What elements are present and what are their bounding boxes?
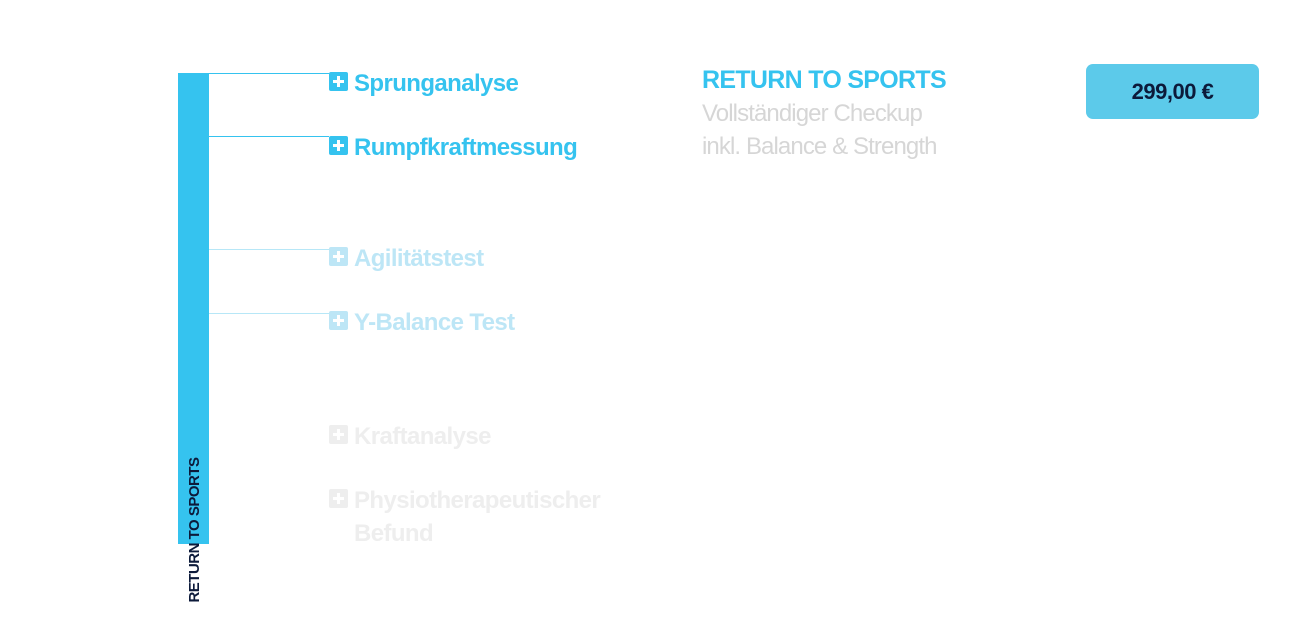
package-description-line2: inkl. Balance & Strength <box>702 133 937 160</box>
plus-square-icon <box>329 247 348 266</box>
vertical-package-label-wrap <box>186 457 211 603</box>
list-item-label: Physiotherapeutischer Befund <box>354 487 601 547</box>
plus-square-icon <box>329 311 348 330</box>
list-item-physiotherapeutischer-befund[interactable] <box>329 484 654 550</box>
package-description-line1: Vollständiger Checkup <box>702 100 922 127</box>
list-item-label: Rumpfkraftmessung <box>354 134 578 161</box>
list-item-label: Agilitätstest <box>354 245 484 272</box>
package-title: RETURN TO SPORTS <box>702 66 946 94</box>
list-item-label: Kraftanalyse <box>354 423 491 450</box>
price-button[interactable] <box>1086 64 1259 119</box>
list-item-kraftanalyse[interactable] <box>329 420 654 453</box>
list-item-label: Y-Balance Test <box>354 309 515 336</box>
plus-square-icon <box>329 425 348 444</box>
plus-square-icon <box>329 72 348 91</box>
connector-line <box>209 136 329 137</box>
list-item-sprunganalyse[interactable] <box>329 67 518 100</box>
plus-square-icon <box>329 489 348 508</box>
connector-line <box>209 249 329 250</box>
list-item-label: Sprunganalyse <box>354 70 519 97</box>
plus-square-icon <box>329 136 348 155</box>
connector-line <box>209 313 329 314</box>
price-label: 299,00 € <box>1131 78 1214 104</box>
list-item-agilitaetstest[interactable] <box>329 242 484 275</box>
vertical-package-label: RETURN TO SPORTS <box>186 457 203 603</box>
list-item-y-balance-test[interactable] <box>329 306 515 339</box>
list-item-rumpfkraftmessung[interactable] <box>329 131 577 164</box>
connector-line <box>209 73 329 74</box>
